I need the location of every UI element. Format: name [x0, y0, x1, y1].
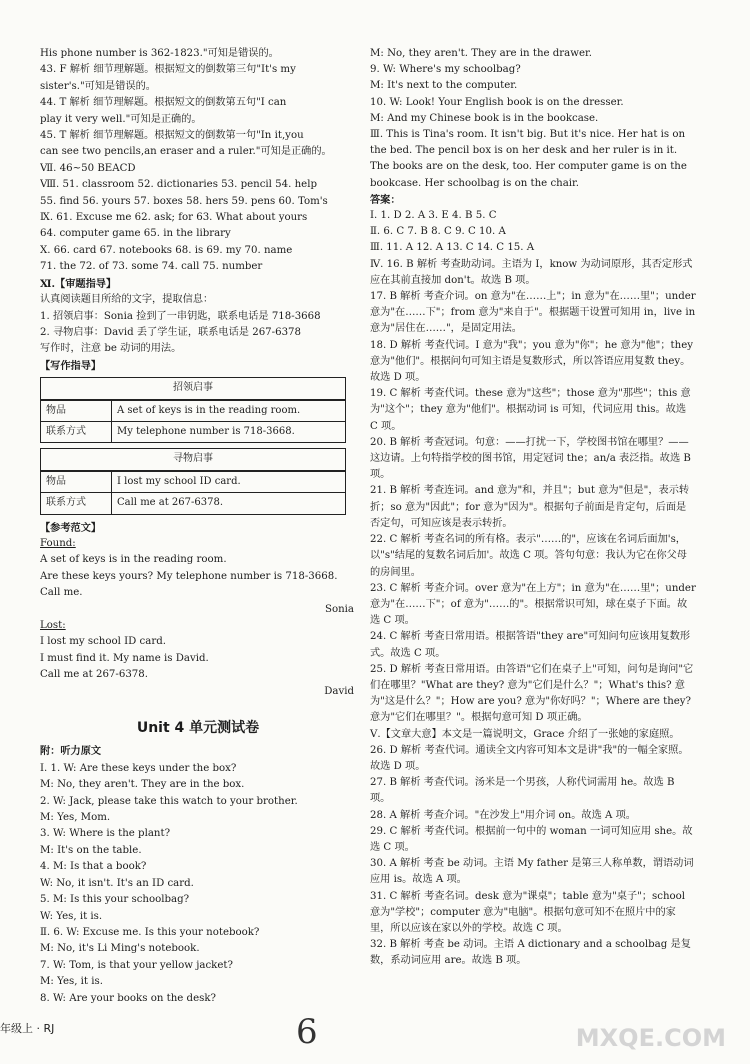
- lost-heading: Lost:: [40, 620, 66, 631]
- found-line: Call me.: [40, 587, 83, 599]
- contact-label: 联系方式: [41, 493, 112, 513]
- contact-label: 联系方式: [41, 422, 112, 442]
- explanation: Ⅴ.【文章大意】本文是一篇说明文，Grace 介绍了一张她的家庭照。: [370, 728, 680, 740]
- lost-notice-contact-row: [41, 492, 345, 513]
- listening-line: W: No, it isn't. It's an ID card.: [40, 877, 194, 889]
- unit-title: Unit 4 单元测试卷: [136, 720, 260, 737]
- answer-line: 43. F 解析 细节理解题。根据短文的倒数第三句"It's my: [40, 64, 296, 76]
- explanation: 31. C 解析 考查名词。desk 意为"课桌"；table 意为"桌子"；school 意为"学校"；computer 意为"电脑"。根据句意可知不在照片中的家里，所以应该在家以外的学校。故选 C 项。: [370, 890, 686, 934]
- listening-line: 9. W: Where's my schoolbag?: [370, 64, 521, 76]
- handwritten-page-mark: 6: [296, 1012, 318, 1052]
- listening-line: 2. W: Jack, please take this watch to your brother.: [40, 795, 298, 807]
- lost-notice-title: 寻物启事: [41, 449, 345, 470]
- answer-key-line: Ⅲ. 11. A 12. A 13. C 14. C 15. A: [370, 242, 535, 254]
- lost-signature: David: [324, 685, 354, 697]
- explanation: 18. D 解析 考查代词。I 意为"我"；you 意为"你"；he 意为"他"；they 意为"他们"。根据问句可知主语是复数形式，所以答语应用复数 they。故选 D 项。: [370, 339, 693, 384]
- explanation: 26. D 解析 考查代词。通读全文内容可知本文是讲"我"的一幅全家照。故选 D 项。: [370, 744, 689, 772]
- lost-notice-item-row: [41, 471, 345, 492]
- explanation: 27. B 解析 考查代词。汤米是一个男孩，人称代词需用 he。故选 B 项。: [370, 777, 675, 805]
- explanation: Ⅳ. 16. B 解析 考查助动词。主语为 I，know 为动词原形，其否定形式应在其前直接加 don't。故选 B 项。: [370, 258, 693, 286]
- explanation: 28. A 解析 考查介词。"在沙发上"用介词 on。故选 A 项。: [370, 809, 636, 821]
- right-column: [370, 46, 696, 970]
- lost-notice-table: [40, 448, 346, 514]
- lost-line: Call me at 267-6378.: [40, 669, 149, 681]
- found-line: Are these keys yours? My telephone number is 718-3668.: [40, 570, 338, 582]
- item-label: 物品: [41, 472, 112, 492]
- contact-value: Call me at 267-6378.: [117, 497, 224, 509]
- grade-footer: 年级上 · RJ: [0, 1022, 55, 1035]
- item-value: I lost my school ID card.: [117, 475, 241, 487]
- listening-line: M: Yes, it is.: [40, 976, 103, 988]
- found-heading: Found:: [40, 537, 76, 549]
- lost-line: I lost my school ID card.: [40, 636, 166, 648]
- sample-title: 【参考范文】: [40, 521, 102, 534]
- listening-line: 3. W: Where is the plant?: [40, 828, 171, 840]
- answers-title: 答案：: [370, 193, 401, 206]
- explanation: 24. C 解析 考查日常用语。根据答语"they are"可知问句应该用复数形式。故选 C 项。: [370, 631, 691, 659]
- found-signature: Sonia: [324, 603, 354, 615]
- listening-line: 5. M: Is this your schoolbag?: [40, 894, 190, 906]
- answer-line: Ⅷ. 51. classroom 52. dictionaries 53. pencil 54. help: [40, 179, 317, 191]
- listening-line: W: Yes, it is.: [40, 910, 103, 922]
- explanation: 21. B 解析 考查连词。and 意为"和，并且"；but 意为"但是"，表示转折；so 意为"因此"；for 意为"因为"。根据句子前面是肯定句，后面是否定句，可知应该是表示转折。: [370, 485, 690, 529]
- answer-line: sister's."可知是错误的。: [40, 80, 156, 92]
- listening-line: Ⅱ. 6. W: Excuse me. Is this your notebook?: [40, 926, 260, 938]
- answer-line: 45. T 解析 细节理解题。根据短文的倒数第一句"In it,you: [40, 130, 304, 142]
- listening-line: M: And my Chinese book is in the bookcase.: [370, 112, 599, 124]
- explanation: 30. A 解析 考查 be 动词。主语 My father 是第三人称单数，谓语动词应用 is。故选 A 项。: [370, 858, 694, 886]
- answer-key-line: Ⅰ. 1. D 2. A 3. E 4. B 5. C: [370, 210, 497, 222]
- answer-line: 写作时，注意 be 动词的用法。: [40, 343, 182, 355]
- listening-title: 附：听力原文: [40, 746, 102, 758]
- answer-line: 44. T 解析 细节理解题。根据短文的倒数第五句"I can: [40, 97, 287, 109]
- answer-line: 55. find 56. yours 57. boxes 58. hers 59. pens 60. Tom's: [40, 195, 328, 207]
- listening-line: M: Yes, Mom.: [40, 812, 111, 824]
- listening-line: M: No, they aren't. They are in the box.: [40, 779, 245, 791]
- answer-line: play it very well."可知是正确的。: [40, 113, 202, 125]
- explanation: 25. D 解析 考查日常用语。由答语"它们在桌子上"可知，问句是询问"它们在哪里？"What are they? 意为"它们是什么？"；What's this? 意为"这是什么？"；How are you? 意为"你好吗？"；Where are they? 意为"它们在哪里？"。根据句意可知 D 项正确。: [370, 663, 694, 724]
- explanation: 29. C 解析 考查代词。根据前一句中的 woman 一词可知应用 she。故选 C 项。: [370, 825, 693, 853]
- listening-line: 4. M: Is that a book?: [40, 861, 147, 873]
- section-heading: Ⅺ.【审题指导】: [40, 277, 117, 290]
- answer-line: 1. 招领启事：Sonia 捡到了一串钥匙，联系电话是 718-3668: [40, 310, 321, 322]
- item-value: A set of keys is in the reading room.: [117, 404, 301, 416]
- found-notice-contact-row: [41, 421, 345, 442]
- found-line: A set of keys is in the reading room.: [40, 554, 227, 566]
- item-label: 物品: [41, 401, 112, 421]
- section-heading: 【写作指导】: [40, 359, 102, 372]
- answer-line: Ⅹ. 66. card 67. notebooks 68. is 69. my 70. name: [40, 244, 293, 256]
- explanation: 23. C 解析 考查介词。over 意为"在上方"；in 意为"在……里"；under 意为"在……下"；of 意为"……的"。根据常识可知，球在桌子下面。故选 C 项。: [370, 582, 696, 627]
- explanation: 22. C 解析 考查名词的所有格。表示"……的"，应该在名词后面加's，以"s"结尾的复数名词后加'。故选 C 项。答句句意：我认为它在你父母的房间里。: [370, 534, 687, 578]
- answer-line: Ⅸ. 61. Excuse me 62. ask; for 63. What about yours: [40, 212, 308, 224]
- answer-line: can see two pencils,an eraser and a ruler."可知是正确的。: [40, 146, 332, 158]
- found-notice-table: [40, 377, 346, 443]
- explanation: 20. B 解析 考查冠词。句意：——打扰一下，学校图书馆在哪里？——这边请。上句特指学校的图书馆，用定冠词 the；an/a 表泛指。故选 B 项。: [370, 436, 691, 481]
- listening-line: M: No, they aren't. They are in the drawer.: [370, 48, 592, 59]
- watermark-logo: MXQE.COM: [575, 1024, 726, 1052]
- explanation: 17. B 解析 考查介词。on 意为"在……上"；in 意为"在……里"；under 意为"在……下"；from 意为"来自于"。根据题干设置可知用 in，live in 意为"居住在……"，是固定用法。: [370, 291, 696, 335]
- listening-line: M: It's on the table.: [40, 844, 142, 856]
- answer-line: His phone number is 362-1823."可知是错误的。: [40, 48, 279, 59]
- listening-line: Ⅰ. 1. W: Are these keys under the box?: [40, 762, 237, 774]
- answer-key-line: Ⅱ. 6. C 7. B 8. C 9. C 10. A: [370, 226, 506, 238]
- answer-line: 2. 寻物启事：David 丢了学生证，联系电话是 267-6378: [40, 326, 302, 338]
- found-notice-item-row: [41, 400, 345, 421]
- listening-line: 7. W: Tom, is that your yellow jacket?: [40, 959, 233, 971]
- answer-line: Ⅶ. 46~50 BEACD: [40, 162, 136, 174]
- listening-line: M: It's next to the computer.: [370, 80, 518, 92]
- explanation: 32. B 解析 考查 be 动词。主语 A dictionary and a schoolbag 是复数，系动词应用 are。故选 B 项。: [370, 939, 691, 967]
- listening-line: M: No, it's Li Ming's notebook.: [40, 943, 200, 955]
- lost-line: I must find it. My name is David.: [40, 652, 209, 664]
- answer-line: 71. the 72. of 73. some 74. call 75. number: [40, 261, 263, 273]
- left-column: [40, 46, 356, 1007]
- answer-line: 64. computer game 65. in the library: [40, 228, 231, 240]
- explanation: 19. C 解析 考查代词。these 意为"这些"；those 意为"那些"；this 意为"这个"；they 意为"他们"。根据动词 is 可知，代词应用 this。故选 C 项。: [370, 388, 691, 432]
- listening-line: 10. W: Look! Your English book is on the dresser.: [370, 96, 624, 108]
- found-notice-title: 招领启事: [41, 378, 345, 399]
- passage-iii: Ⅲ. This is Tina's room. It isn't big. But it's nice. Her hat is on the bed. The pencil box is on her desk and her ruler is in it. The books are on the desk, too. Her computer game is on the bookcase. Her schoolbag is on the chair.: [370, 129, 687, 189]
- listening-line: 8. W: Are your books on the desk?: [40, 992, 216, 1004]
- answer-line: 认真阅读题目所给的文字，提取信息：: [40, 294, 214, 306]
- contact-value: My telephone number is 718-3668.: [117, 425, 295, 437]
